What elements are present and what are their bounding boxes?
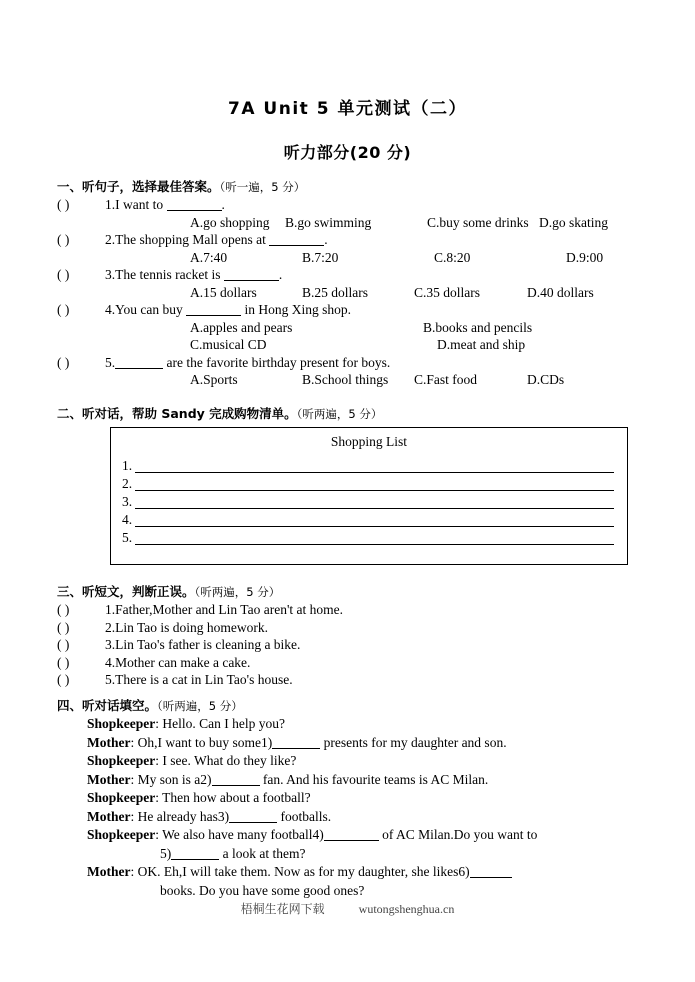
list-item[interactable] <box>122 473 627 491</box>
part-four-heading-note: （听两遍，5 分） <box>157 699 243 713</box>
answer-bracket[interactable]: ( ) <box>57 619 70 635</box>
listening-section-title: 听力部分(20 分) <box>283 143 412 162</box>
footer <box>0 900 695 917</box>
option-row <box>57 249 687 267</box>
part-four <box>57 697 687 900</box>
option-row <box>57 319 687 337</box>
truefalse-row <box>57 671 687 689</box>
dialogue-text-tail: footballs. <box>277 808 332 824</box>
option-row <box>57 214 687 232</box>
answer-blank[interactable] <box>115 356 163 369</box>
part-three-heading-main: 三、听短文，判断正误。 <box>57 584 195 599</box>
list-item[interactable] <box>122 491 627 509</box>
option-c[interactable]: C.Fast food <box>414 372 478 387</box>
dialogue-speaker: Mother <box>87 771 131 787</box>
dialogue-text-tail: of AC Milan.Do you want to <box>378 827 538 842</box>
answer-blank[interactable] <box>167 198 222 211</box>
shopping-list-title: Shopping List <box>330 434 408 449</box>
list-item-blank[interactable] <box>135 529 614 545</box>
list-item-number: 4. <box>122 512 133 527</box>
answer-blank[interactable] <box>269 233 324 246</box>
question-number: 4. <box>105 302 116 317</box>
dialogue-text-tail: fan. And his favourite teams is AC Milan. <box>259 771 489 787</box>
part-four-heading <box>57 697 687 715</box>
dialogue-text: : We also have many football <box>155 827 313 842</box>
answer-bracket[interactable]: ( ) <box>57 654 70 670</box>
dialogue-text: : Hello. Can I help you? <box>155 716 285 731</box>
question-stem-before: The shopping Mall opens at <box>115 232 270 247</box>
part-four-heading-main: 四、听对话填空。 <box>57 698 158 713</box>
list-item-blank[interactable] <box>135 475 614 491</box>
question-row <box>57 231 687 249</box>
part-two-heading-main: 二、听对话，帮助 Sandy 完成购物清单。 <box>57 406 297 421</box>
list-item-blank[interactable] <box>135 511 614 527</box>
dialogue-speaker: Shopkeeper <box>87 790 156 805</box>
question-stem-after: . <box>278 267 283 282</box>
answer-bracket[interactable]: ( ) <box>57 672 70 687</box>
answer-bracket[interactable]: ( ) <box>57 197 70 212</box>
statement-text: 5.There is a cat in Lin Tao's house. <box>105 672 293 687</box>
question-stem-before: I want to <box>115 197 167 212</box>
option-b[interactable]: B.go swimming <box>285 214 372 230</box>
option-d[interactable]: D.9:00 <box>566 249 604 265</box>
question-row <box>57 301 687 319</box>
dialogue-text: : I see. What do they like? <box>155 753 297 768</box>
blank-label: 6) <box>458 864 470 879</box>
question-stem-after: are the favorite birthday present for boys. <box>163 354 391 370</box>
part-three <box>57 583 687 689</box>
option-b[interactable]: B.books and pencils <box>423 319 533 335</box>
option-a[interactable]: A.Sports <box>190 372 238 387</box>
question-row <box>57 266 687 284</box>
option-row <box>57 336 687 354</box>
question-stem-after: . <box>221 197 225 212</box>
part-two-heading-note: （听两遍，5 分） <box>296 407 383 421</box>
question-stem-after: in Hong Xing shop. <box>241 302 352 317</box>
option-c[interactable]: C.35 dollars <box>414 284 480 300</box>
part-one-heading <box>57 178 687 196</box>
statement-text: 2.Lin Tao is doing homework. <box>105 619 269 635</box>
list-item-number: 2. <box>122 476 133 491</box>
part-two-heading-wrap <box>57 405 687 423</box>
option-b[interactable]: B.25 dollars <box>302 284 368 300</box>
dialogue-text: : Then how about a football? <box>155 790 311 805</box>
dialogue-text: : OK. Eh,I will take them. Now as for my daughter, she likes <box>130 864 459 879</box>
list-item-number: 3. <box>122 494 133 509</box>
dialogue-line <box>57 752 687 771</box>
truefalse-row <box>57 601 687 619</box>
fill-in-blank[interactable] <box>470 865 512 878</box>
part-one-heading-note: （听一遍，5 分） <box>219 180 306 194</box>
question-stem-after: . <box>324 232 328 247</box>
dialogue-line <box>57 863 687 882</box>
dialogue-line <box>57 789 687 808</box>
answer-blank[interactable] <box>224 268 279 281</box>
question-stem-before: You can buy <box>115 302 187 317</box>
truefalse-row <box>57 619 687 637</box>
dialogue-text-tail: presents for my daughter and son. <box>320 734 507 750</box>
dialogue-line-continuation <box>57 845 687 864</box>
fill-in-blank[interactable] <box>324 828 379 841</box>
part-three-heading-note: （听两遍，5 分） <box>194 585 281 599</box>
dialogue-text: : My son is a <box>130 771 201 787</box>
blank-label: 2) <box>200 771 212 787</box>
dialogue-line <box>57 826 687 845</box>
option-d[interactable]: D.CDs <box>527 372 565 387</box>
fill-in-blank[interactable] <box>171 847 219 860</box>
statement-text: 1.Father,Mother and Lin Tao aren't at home. <box>105 602 344 617</box>
fill-in-blank[interactable] <box>212 773 260 786</box>
answer-bracket[interactable]: ( ) <box>57 602 70 617</box>
option-row <box>57 371 687 389</box>
dialogue-speaker: Shopkeeper <box>87 827 156 842</box>
dialogue-line <box>57 808 687 827</box>
answer-bracket[interactable]: ( ) <box>57 232 70 247</box>
dialogue-speaker: Shopkeeper <box>87 753 156 768</box>
blank-label: 3) <box>217 808 230 824</box>
dialogue-text: : He already has <box>130 808 218 824</box>
answer-bracket[interactable]: ( ) <box>57 267 70 282</box>
blank-label: 1) <box>260 734 273 750</box>
dialogue-line <box>57 734 687 753</box>
option-c[interactable]: C.8:20 <box>434 249 471 265</box>
list-item-blank[interactable] <box>135 457 614 473</box>
part-two-heading <box>57 405 687 423</box>
option-a[interactable]: A.15 dollars <box>190 284 257 300</box>
dialogue-text: : Oh,I want to buy some <box>130 734 261 750</box>
fill-in-blank[interactable] <box>272 736 320 749</box>
truefalse-row <box>57 636 687 654</box>
question-row <box>57 354 687 372</box>
dialogue-speaker: Shopkeeper <box>87 716 156 731</box>
dialogue-speaker: Mother <box>87 808 131 824</box>
dialogue-line <box>57 715 687 734</box>
blank-label: 4) <box>312 827 324 842</box>
fill-in-blank[interactable] <box>229 810 277 823</box>
footer-site-name: 梧桐生花网下载 <box>240 902 325 916</box>
list-item[interactable] <box>122 509 627 527</box>
option-a[interactable]: A.go shopping <box>190 214 270 230</box>
truefalse-row <box>57 654 687 672</box>
dialogue-speaker: Mother <box>87 734 131 750</box>
option-d[interactable]: D.40 dollars <box>527 284 594 300</box>
page-title: 7A Unit 5 单元测试（二） <box>228 99 467 119</box>
answer-bracket[interactable]: ( ) <box>57 354 70 370</box>
list-item-number: 5. <box>122 530 133 545</box>
option-d[interactable]: D.go skating <box>539 214 608 230</box>
list-item[interactable] <box>122 527 627 545</box>
question-number: 5. <box>105 354 116 370</box>
option-c[interactable]: C.buy some drinks <box>427 214 529 230</box>
part-one-heading-main: 一、听句子，选择最佳答案。 <box>57 179 220 194</box>
answer-bracket[interactable]: ( ) <box>57 637 70 652</box>
dialogue-line-continuation <box>57 882 687 901</box>
statement-text: 3.Lin Tao's father is cleaning a bike. <box>105 637 301 652</box>
answer-bracket[interactable]: ( ) <box>57 302 70 317</box>
question-stem-before: The tennis racket is <box>115 267 224 282</box>
footer-url: wutongshenghua.cn <box>358 902 455 916</box>
list-item[interactable] <box>122 455 627 473</box>
dialogue-text-tail: books. Do you have some good ones? <box>160 882 365 898</box>
option-a[interactable]: A.apples and pears <box>190 319 293 335</box>
blank-label: 5) <box>160 845 172 861</box>
statement-text: 4.Mother can make a cake. <box>105 654 251 670</box>
option-b[interactable]: B.7:20 <box>302 249 339 265</box>
part-one <box>57 178 687 389</box>
option-c[interactable]: C.musical CD <box>190 337 267 352</box>
question-number: 2. <box>105 232 116 247</box>
option-d[interactable]: D.meat and ship <box>437 337 526 352</box>
shopping-list-box <box>110 427 628 565</box>
question-number: 3. <box>105 267 116 282</box>
dialogue-text-tail: a look at them? <box>219 845 306 861</box>
option-b[interactable]: B.School things <box>302 372 389 387</box>
list-item-number: 1. <box>122 458 133 473</box>
part-three-heading <box>57 583 687 601</box>
option-row <box>57 284 687 302</box>
question-row <box>57 196 687 214</box>
answer-blank[interactable] <box>186 303 241 316</box>
dialogue-speaker: Mother <box>87 864 131 879</box>
list-item-blank[interactable] <box>135 493 614 509</box>
dialogue-line <box>57 771 687 790</box>
question-number: 1. <box>105 197 116 212</box>
shopping-list-rows <box>111 455 627 545</box>
option-a[interactable]: A.7:40 <box>190 249 228 265</box>
